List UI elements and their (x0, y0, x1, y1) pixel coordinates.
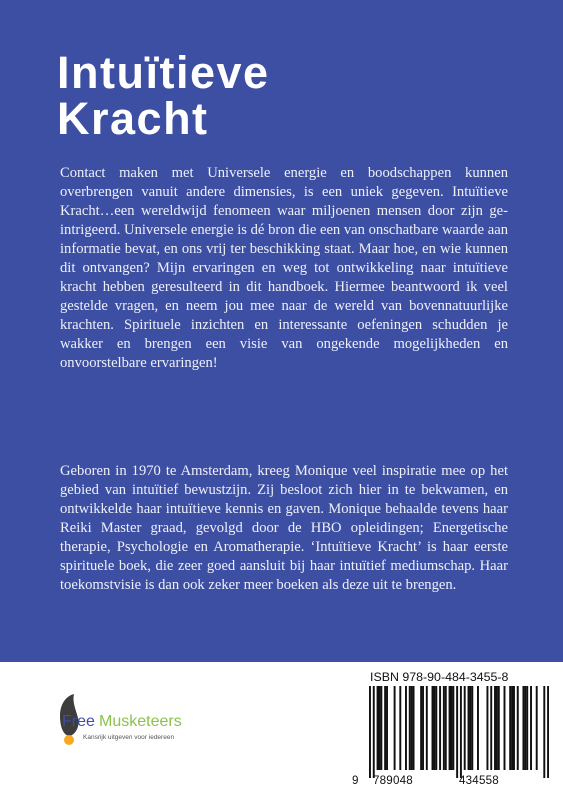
barcode-bar (477, 686, 479, 770)
ean-group-2: 434558 (459, 774, 499, 787)
barcode-bar (494, 686, 496, 770)
barcode-bar (526, 686, 528, 770)
barcode (369, 686, 549, 778)
barcode-bar (471, 686, 473, 770)
barcode-bar (511, 686, 513, 770)
barcode-bar (384, 686, 386, 770)
book-title (57, 47, 270, 144)
publisher-name-free: Free (62, 713, 95, 730)
barcode-bar (378, 686, 380, 770)
barcode-bar (496, 686, 498, 770)
barcode-bar (439, 686, 441, 770)
barcode-bar (543, 686, 545, 778)
ean-group-1: 789048 (373, 774, 413, 787)
barcode-bar (536, 686, 538, 770)
barcode-bar (449, 686, 451, 770)
barcode-bar (386, 686, 388, 770)
title-line-2: Kracht (57, 93, 209, 144)
barcode-bar (468, 686, 470, 770)
barcode-bar (530, 686, 532, 770)
barcode-bar (435, 686, 437, 770)
barcode-bar (426, 686, 428, 770)
barcode-bar (450, 686, 452, 770)
barcode-bar (433, 686, 435, 770)
barcode-bar (394, 686, 396, 770)
barcode-bar (377, 686, 379, 770)
barcode-bar (432, 686, 434, 770)
isbn-text: ISBN 978-90-484-3455-8 (370, 670, 509, 684)
barcode-bar (422, 686, 424, 770)
author-bio-paragraph: Geboren in 1970 te Amsterdam, kreeg Monique veel inspiratie mee op het gebied van intuïtief bewustzijn. Zij besloot zich hier in te bekwamen, en ontwikkelde haar intuïtieve kennis en gaven. Monique behaalde tevens haar Reiki Master graad, gevolgd door de HBO opleidingen; Energetische therapie, Psychologie en Aromatherapie. ‘Intuïtieve Kracht’ is haar eerste spirituele boek, die zeer goed aansluit bij haar intuïtief mediumschap. Haar toekomstvisie is dan ook zeker meer boeken als deze uit te brengen. (60, 463, 508, 593)
barcode-bar (452, 686, 454, 770)
barcode-bar (517, 686, 519, 770)
barcode-bar (373, 686, 375, 778)
publisher-name-musketeers: Musketeers (99, 713, 182, 730)
barcode-bar (513, 686, 515, 770)
barcode-bar (469, 686, 471, 770)
barcode-bar (464, 686, 466, 770)
barcode-bar (380, 686, 382, 770)
ean-lead-digit: 9 (352, 774, 359, 787)
barcode-bar (504, 686, 506, 770)
barcode-bar (409, 686, 411, 770)
barcode-bar (445, 686, 447, 770)
barcode-bar (498, 686, 500, 770)
barcode-bar (443, 686, 445, 770)
barcode-bar (420, 686, 422, 770)
barcode-bar (547, 686, 549, 778)
barcode-bar (460, 686, 462, 778)
publisher-logo (56, 690, 216, 750)
barcode-bar (524, 686, 526, 770)
barcode-bar (413, 686, 415, 770)
barcode-bar (405, 686, 407, 770)
barcode-bar (399, 686, 401, 770)
barcode-bar (369, 686, 371, 778)
barcode-bar (490, 686, 492, 770)
barcode-bar (456, 686, 458, 778)
barcode-bar (486, 686, 488, 770)
blurb-paragraph: Contact maken met Universele energie en boodschappen kunnen overbrengen vanuit andere dimensies, is een uniek gegeven. Intuïtieve Kracht…een wereldwijd fenomeen waar miljoenen mensen door zijn geintrigeerd. Universele energie is dé bron die een van onschatbare waarde aan informatie bevat, en ons vrij ter beschikking staat. Maar hoe, en wie kunnen dit ontvangen? Mijn ervaringen en weg tot ontwikkeling naar intuïtieve kracht hebben geresulteerd in dit handboek. Hiermee beantwoord ik veel gestelde vragen, en neem jou mee naar de wereld van bovennatuurlijke krachten. Spirituele inzichten en interessante oefeningen schudden je wakker en brengen een visie van ongekende mogelijkheden en onvoorstelbare ervaringen! (60, 165, 508, 371)
barcode-bar (411, 686, 413, 770)
barcode-bar (522, 686, 524, 770)
barcode-bar (509, 686, 511, 770)
publisher-tagline: Kansrijk uitgeven voor iedereen (83, 734, 175, 741)
title-line-1: Intuïtieve (57, 47, 270, 98)
